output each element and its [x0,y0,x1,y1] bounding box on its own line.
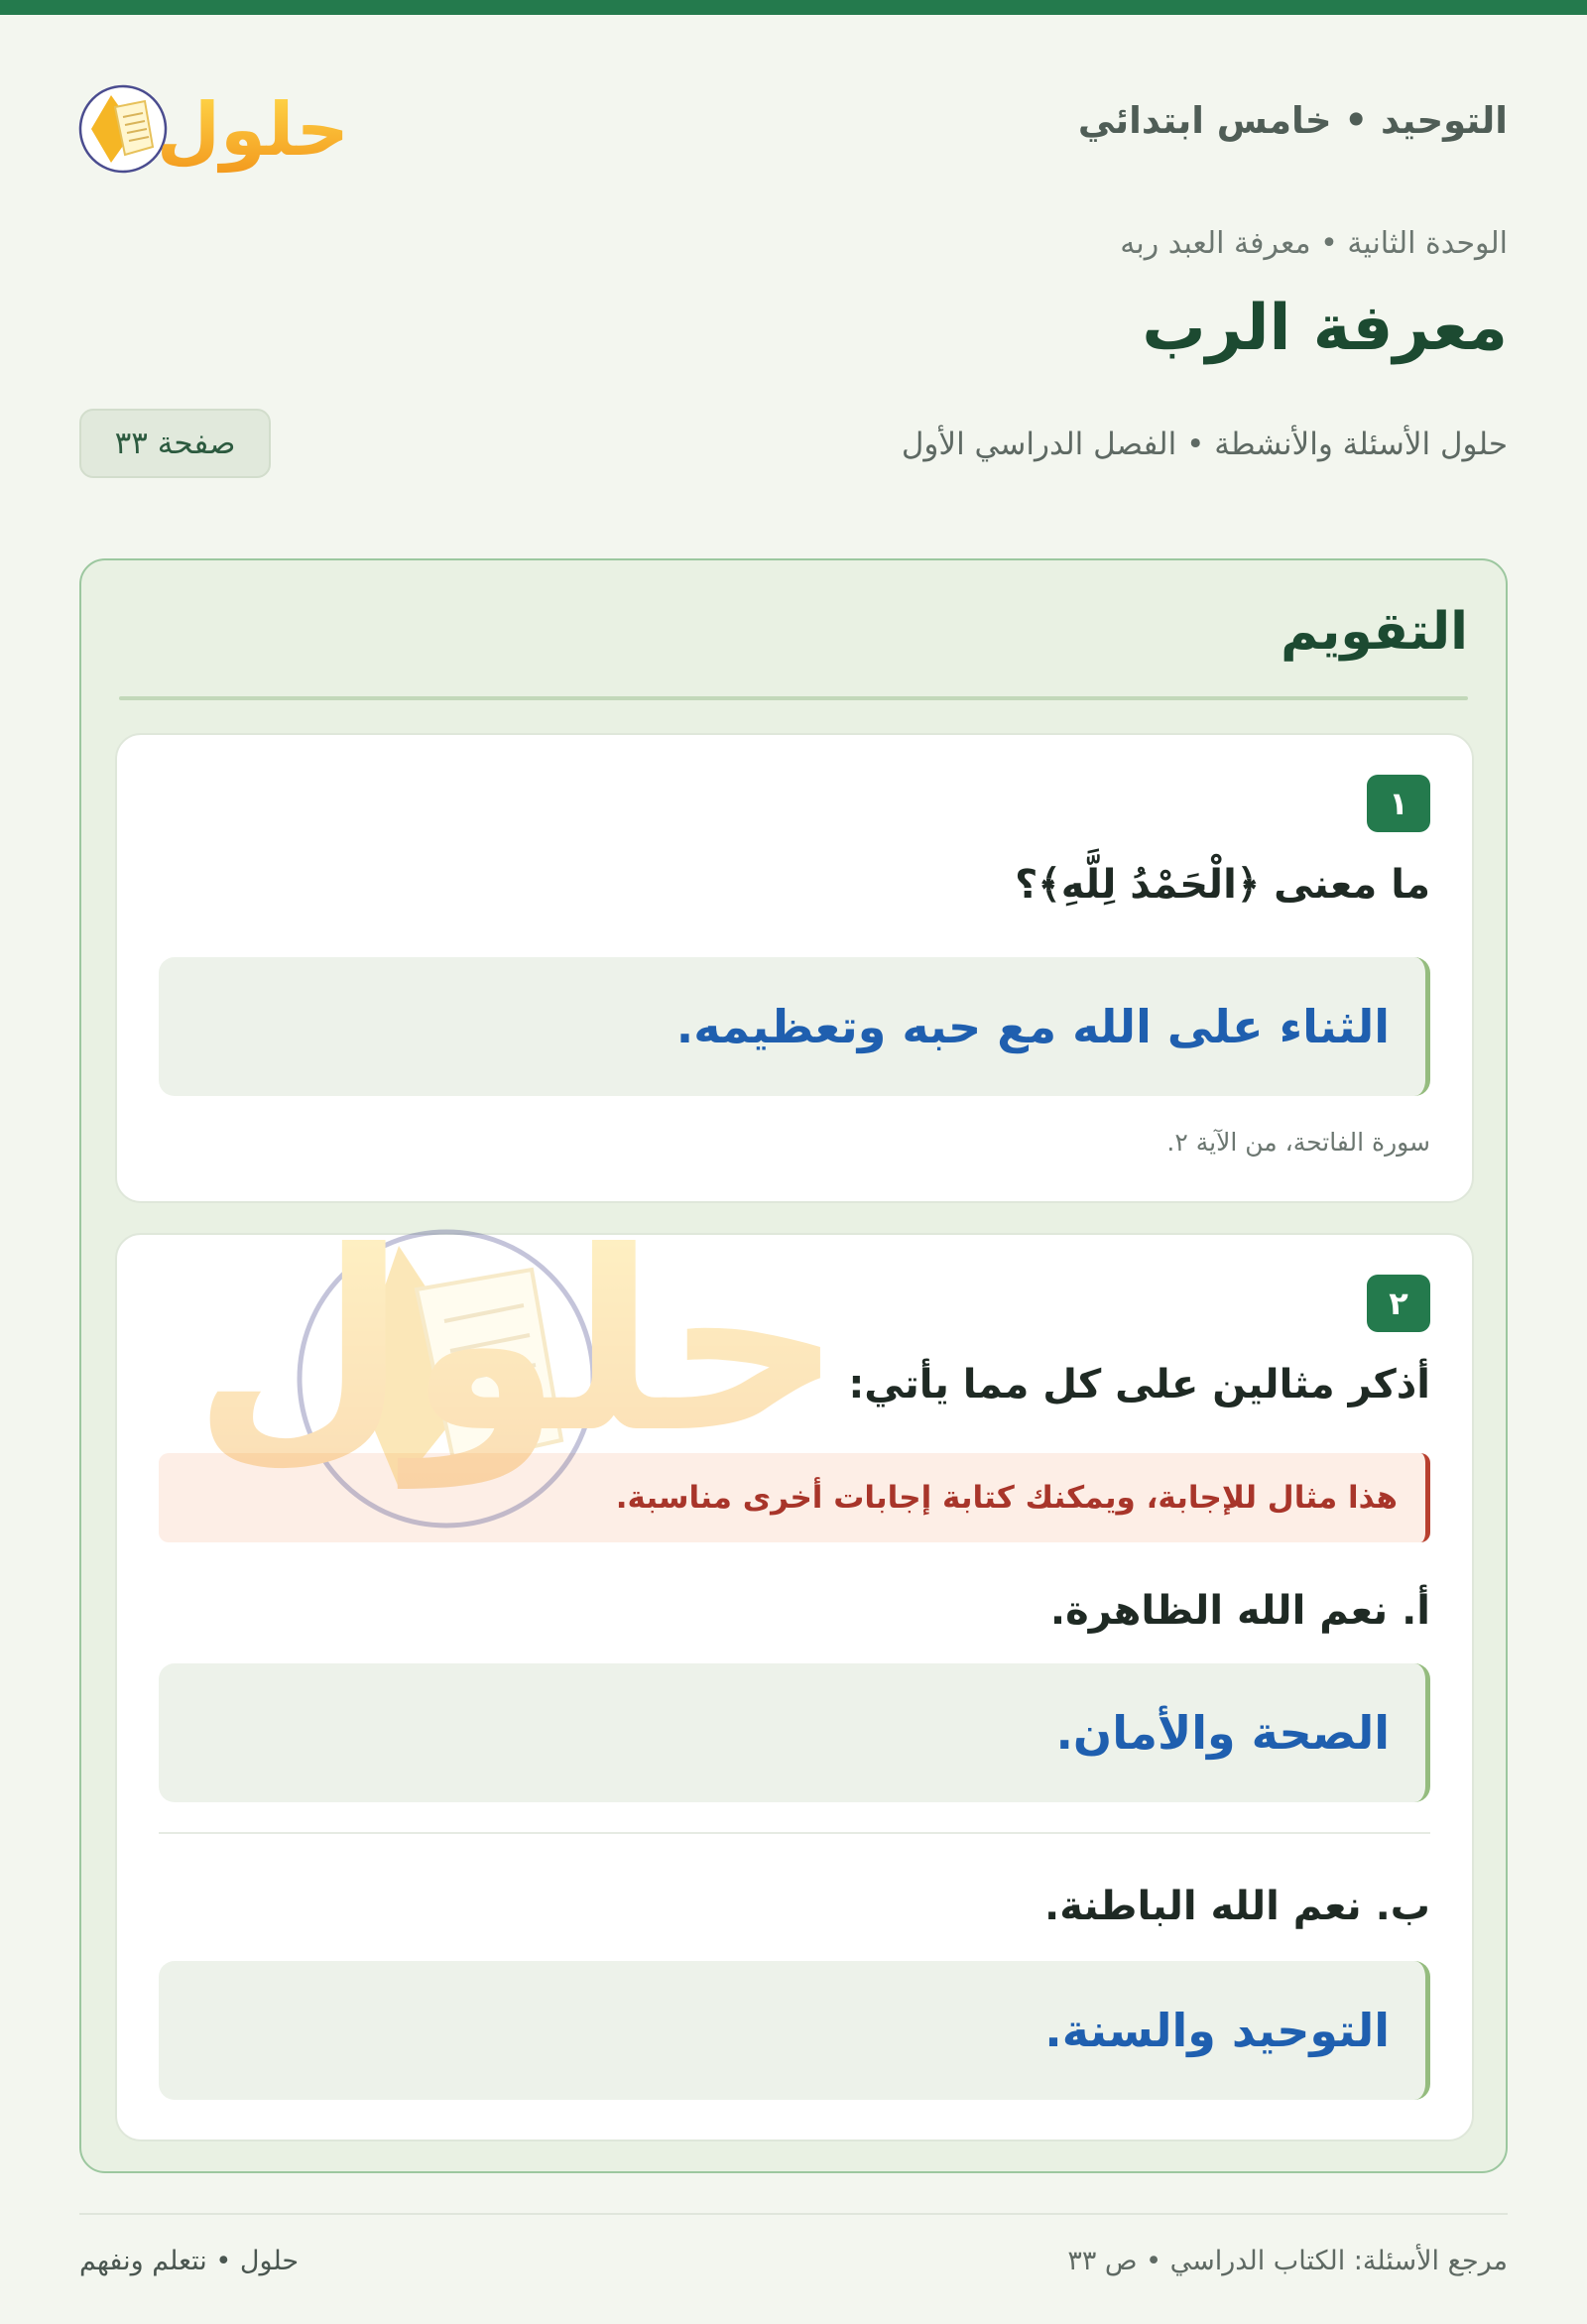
answer-box [159,1663,1430,1802]
watermark-wordmark: حلول [192,1198,843,1487]
book-diamond-icon [79,63,367,183]
question-number-badge: ١ [1367,775,1430,832]
answer-box [159,957,1430,1096]
part-divider [159,1832,1430,1834]
hint-box [159,1453,1430,1542]
source-note: سورة الفاتحة، من الآية ٢. [1166,1128,1430,1157]
sub-question-a: أ. نعم الله الظاهرة. [1049,1588,1430,1634]
brand-logo[interactable] [79,63,367,183]
question-text: ما معنى ﴿الْحَمْدُ لِلَّهِ﴾؟ [1015,862,1430,908]
answer-text: الصحة والأمان. [1055,1706,1390,1760]
page-subtitle: حلول الأسئلة والأنشطة • الفصل الدراسي الأول [901,427,1508,462]
question-card-1 [115,733,1474,1203]
sub-question-b: ب. نعم الله الباطنة. [1044,1884,1430,1929]
top-accent-bar [0,0,1587,15]
section-title: التقويم [1281,602,1468,662]
assessment-section [79,558,1508,2173]
section-divider [119,696,1468,700]
logo-wordmark: حلول [156,87,349,173]
answer-box [159,1961,1430,2100]
footer-reference: مرجع الأسئلة: الكتاب الدراسي • ص ٣٣ [1067,2246,1508,2276]
footer-divider [79,2213,1508,2215]
subject-title: التوحيد • خامس ابتدائي [1077,99,1508,142]
answer-text: الثناء على الله مع حبه وتعظيمه. [675,1000,1390,1053]
footer-brand: حلول • نتعلم ونفهم [79,2246,300,2276]
answer-text: التوحيد والسنة. [1044,2004,1390,2057]
page-header [79,63,1508,183]
question-number-badge: ٢ [1367,1275,1430,1332]
question-text: أذكر مثالين على كل مما يأتي: [848,1362,1430,1407]
page-title: معرفة الرب [1142,292,1508,365]
page-number-badge: صفحة ٣٣ [79,409,271,478]
unit-breadcrumb: الوحدة الثانية • معرفة العبد ربه [1120,226,1508,261]
hint-text: هذا مثال للإجابة، ويمكنك كتابة إجابات أخرى مناسبة. [615,1480,1398,1516]
question-card-2 [115,1233,1474,2141]
